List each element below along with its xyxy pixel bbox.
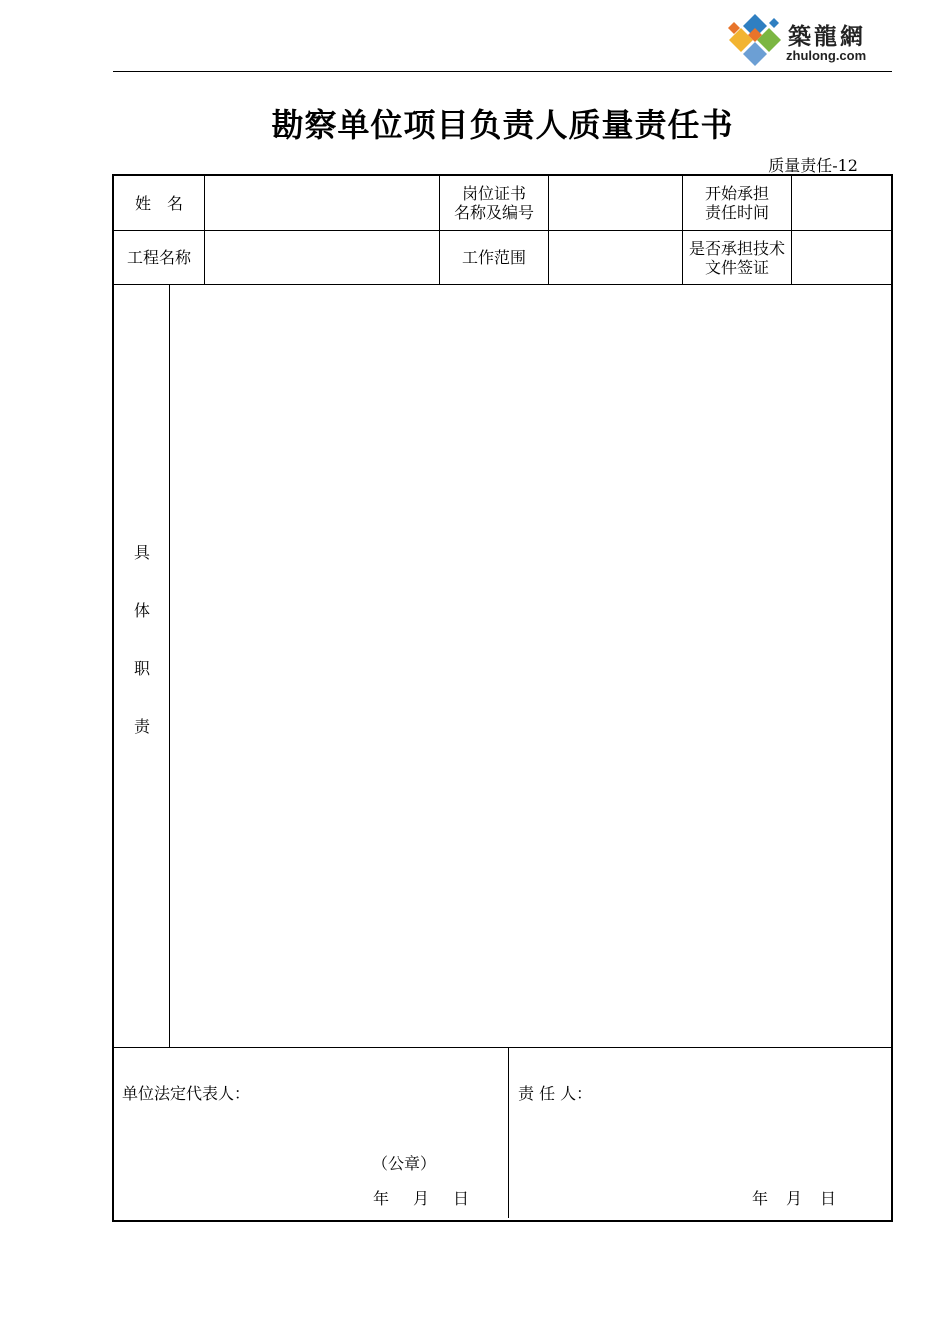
start-time-label-line1: 开始承担 xyxy=(704,184,769,203)
date-month: 月 xyxy=(413,1189,430,1208)
certificate-label xyxy=(440,176,548,230)
signature-divider xyxy=(508,1048,509,1218)
left-date xyxy=(373,1186,469,1209)
header-rule xyxy=(113,71,892,72)
duties-label-char: 职 xyxy=(133,659,150,678)
work-scope-field[interactable] xyxy=(549,231,682,284)
duties-label-char: 具 xyxy=(133,543,150,562)
row-divider-3 xyxy=(114,1047,891,1048)
project-name-field[interactable] xyxy=(205,231,439,284)
right-date xyxy=(752,1186,836,1209)
date-day: 日 xyxy=(453,1189,470,1208)
document-code: 质量责任-12 xyxy=(768,156,858,175)
zhulong-logo-icon xyxy=(724,12,786,68)
tech-sign-label xyxy=(683,231,791,284)
duties-label xyxy=(114,540,170,772)
certificate-label-line1: 岗位证书 xyxy=(461,184,526,203)
start-time-label-line2: 责任时间 xyxy=(704,203,769,222)
responsible-person-label: 责 任 人： xyxy=(518,1084,593,1103)
date-month: 月 xyxy=(786,1189,803,1208)
name-field[interactable] xyxy=(205,176,439,230)
date-year: 年 xyxy=(752,1189,769,1208)
logo-site: zhulong.com xyxy=(786,48,867,63)
certificate-field[interactable] xyxy=(549,176,682,230)
date-day: 日 xyxy=(820,1189,837,1208)
tech-sign-label-line1: 是否承担技术 xyxy=(688,238,785,258)
logo-chinese-name: 築龍網 xyxy=(788,23,866,50)
start-time-field[interactable] xyxy=(792,176,891,230)
name-label: 姓 名 xyxy=(134,193,183,213)
start-time-label xyxy=(683,176,791,230)
tech-sign-label-line2: 文件签证 xyxy=(704,257,769,277)
tech-sign-field[interactable] xyxy=(792,231,891,284)
document-title: 勘察单位项目负责人质量责任书 xyxy=(271,106,734,144)
duties-label-char: 责 xyxy=(133,717,150,736)
zhulong-logo xyxy=(724,12,894,68)
project-name-label: 工程名称 xyxy=(126,248,191,267)
duties-content-area[interactable] xyxy=(170,285,891,1047)
certificate-label-line2: 名称及编号 xyxy=(453,203,534,222)
official-seal-label: （公章） xyxy=(372,1154,437,1173)
duties-label-char: 体 xyxy=(133,601,150,620)
work-scope-label: 工作范围 xyxy=(461,248,526,267)
legal-representative-label: 单位法定代表人： xyxy=(122,1084,251,1103)
date-year: 年 xyxy=(373,1189,390,1208)
